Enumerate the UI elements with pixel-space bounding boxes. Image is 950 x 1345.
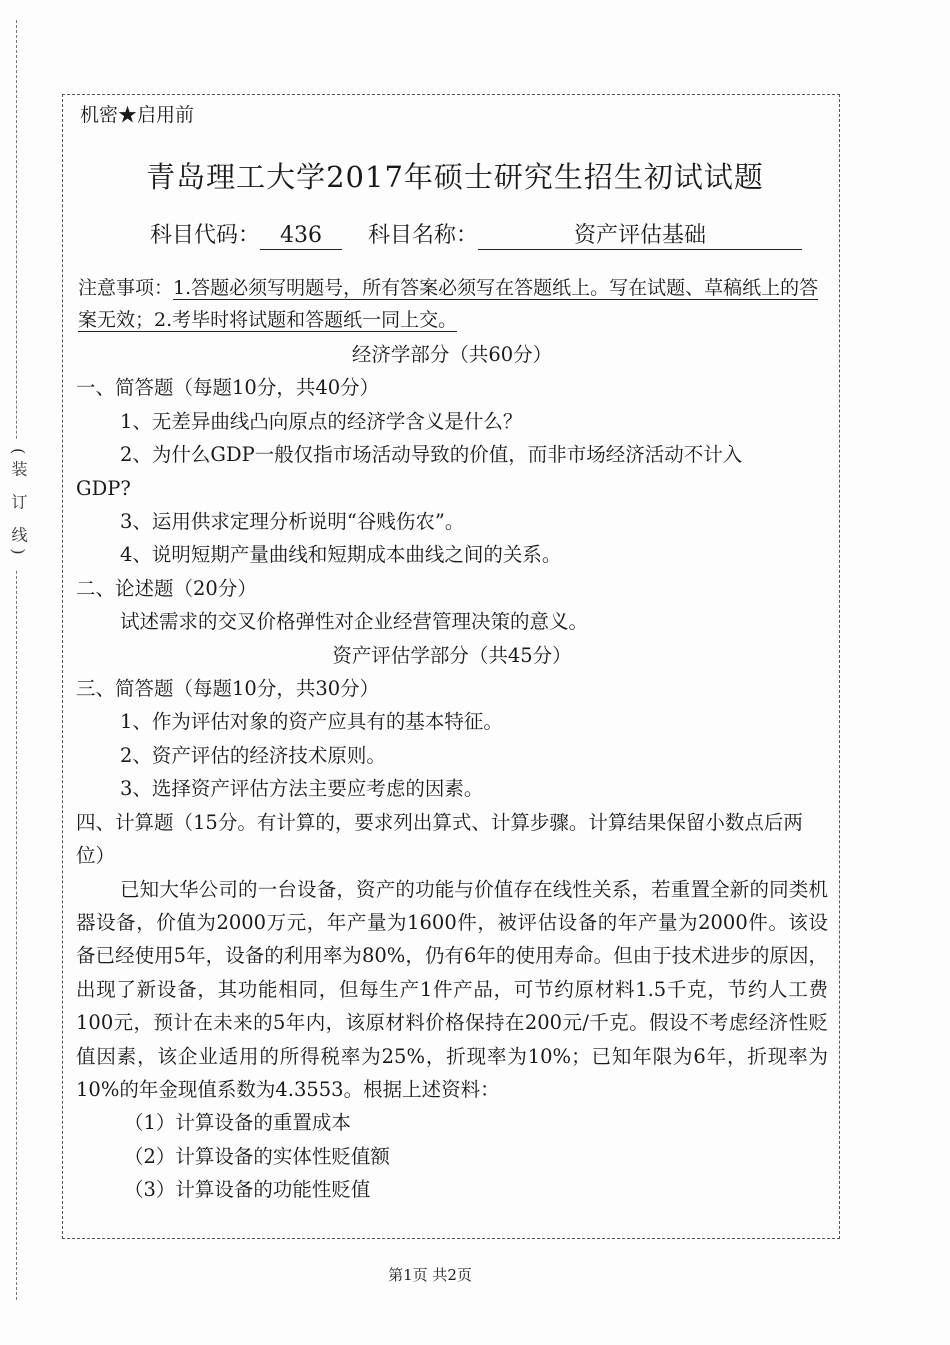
part3-q1: 1、作为评估对象的资产应具有的基本特征。 bbox=[120, 710, 503, 734]
section-title-asset: 资产评估学部分（共45分） bbox=[332, 643, 572, 667]
section-title-econ: 经济学部分（共60分） bbox=[351, 343, 553, 366]
part1-q2: 2、为什么GDP一般仅指市场活动导致的价值，而非市场经济活动不计入 bbox=[120, 443, 743, 467]
part4-sub2: （2）计算设备的实体性贬值额 bbox=[124, 1144, 390, 1168]
part2-title: 二、论述题（20分） bbox=[76, 576, 257, 600]
part3-title: 三、简答题（每题10分，共30分） bbox=[76, 677, 380, 701]
subject-name-value: 资产评估基础 bbox=[478, 223, 802, 250]
part1-title: 一、简答题（每题10分，共40分） bbox=[76, 376, 380, 400]
subject-code-label: 科目代码： bbox=[150, 223, 261, 248]
part1-q4: 4、说明短期产量曲线和短期成本曲线之间的关系。 bbox=[120, 543, 562, 567]
part4-sub3: （3）计算设备的功能性贬值 bbox=[124, 1178, 371, 1202]
part1-q1: 1、无差异曲线凸向原点的经济学含义是什么？ bbox=[120, 409, 523, 433]
part4-title: 四、计算题（15分。有计算的，要求列出算式、计算步骤。计算结果保留小数点后两位） bbox=[76, 810, 803, 868]
page-footer: 第1页 共2页 bbox=[388, 1266, 472, 1284]
notice-text: 1.答题必须写明题号，所有答案必须写在答题纸上。写在试题、草稿纸上的答案无效；2.考毕时将试题和答题纸一同上交。 bbox=[78, 277, 819, 331]
subject-code-value: 436 bbox=[260, 223, 342, 250]
binding-label: (装 订 线) bbox=[2, 440, 30, 569]
notice-label: 注意事项： bbox=[78, 277, 174, 299]
notice bbox=[78, 272, 834, 336]
part1-q2-cont: GDP? bbox=[76, 476, 131, 500]
page-title: 青岛理工大学2017年硕士研究生招生初试试题 bbox=[146, 160, 764, 194]
part3-q3: 3、选择资产评估方法主要应考虑的因素。 bbox=[120, 777, 484, 801]
part4-body: 已知大华公司的一台设备，资产的功能与价值存在线性关系，若重置全新的同类机器设备，价值为2000万元，年产量为1600件，被评估设备的年产量为2000件。该设备已经使用5年，设备的利用率为80%，仍有6年的使用寿命。但由于技术进步的原因，出现了新设备，其功能相同，但每生产1件产品，可节约原材料1.5千克，节约人工费100元，预计在未来的5年内，该原材料价格保持在200元/千克。假设不考虑经济性贬值因素，该企业适用的所得税率为25%，折现率为10%；已知年限为6年，折现率为10%的年金现值系数为4.3553。根据上述资料： bbox=[76, 877, 828, 1101]
exam-content bbox=[76, 338, 828, 1207]
subject-row bbox=[150, 218, 802, 250]
binding-line bbox=[16, 20, 17, 1300]
part3-q2: 2、资产评估的经济技术原则。 bbox=[120, 743, 386, 767]
confidential-mark: 机密★启用前 bbox=[80, 104, 195, 126]
part4-sub1: （1）计算设备的重置成本 bbox=[124, 1111, 351, 1135]
subject-name-label: 科目名称： bbox=[368, 223, 479, 248]
part1-q3: 3、运用供求定理分析说明“谷贱伤农”。 bbox=[120, 510, 465, 534]
part2-q1: 试述需求的交叉价格弹性对企业经营管理决策的意义。 bbox=[120, 610, 589, 634]
